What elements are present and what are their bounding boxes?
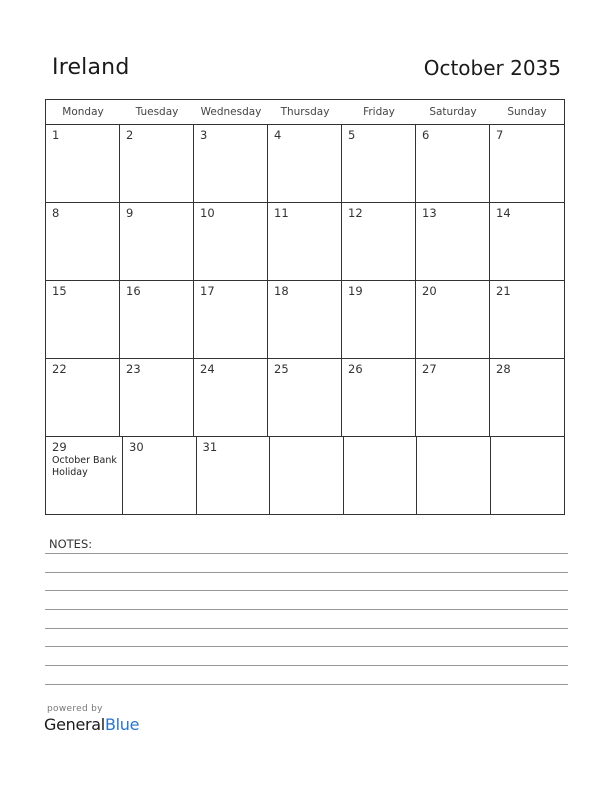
day-cell bbox=[490, 125, 564, 202]
week-row-4 bbox=[46, 359, 564, 437]
day-number: 6 bbox=[422, 128, 430, 142]
day-number: 20 bbox=[422, 284, 437, 298]
day-number: 7 bbox=[496, 128, 504, 142]
day-cell-empty bbox=[270, 437, 344, 514]
powered-by-text: powered by bbox=[47, 704, 103, 714]
notes-label: NOTES: bbox=[49, 537, 93, 551]
day-cell bbox=[120, 359, 194, 436]
weekday-tuesday: Tuesday bbox=[135, 106, 179, 118]
day-number: 31 bbox=[202, 440, 218, 454]
day-cell bbox=[416, 125, 490, 202]
day-number: 30 bbox=[129, 440, 144, 454]
day-cell bbox=[194, 281, 268, 358]
day-number: 14 bbox=[496, 206, 511, 220]
week-row-1 bbox=[46, 125, 564, 203]
day-number: 18 bbox=[274, 284, 289, 298]
day-number: 27 bbox=[422, 362, 437, 376]
brand-name-part1: General bbox=[44, 715, 105, 734]
day-number: 1 bbox=[52, 128, 60, 142]
day-cell bbox=[194, 203, 268, 280]
weekday-wednesday: Wednesday bbox=[200, 106, 262, 118]
day-cell bbox=[120, 125, 194, 202]
day-cell bbox=[268, 125, 342, 202]
day-cell bbox=[268, 359, 342, 436]
day-number: 28 bbox=[496, 362, 511, 376]
notes-line bbox=[45, 646, 568, 647]
day-number: 25 bbox=[274, 362, 289, 376]
day-number: 22 bbox=[52, 362, 67, 376]
holiday-label: October Bank Holiday bbox=[52, 455, 117, 478]
day-cell bbox=[46, 125, 120, 202]
week-row-3 bbox=[46, 281, 564, 359]
day-cell bbox=[416, 203, 490, 280]
day-cell bbox=[490, 203, 564, 280]
day-number: 2 bbox=[126, 128, 134, 142]
day-cell bbox=[490, 281, 564, 358]
day-number: 29 bbox=[52, 440, 67, 454]
day-cell bbox=[46, 359, 120, 436]
day-number: 21 bbox=[496, 284, 511, 298]
day-cell bbox=[268, 281, 342, 358]
day-cell bbox=[120, 203, 194, 280]
day-number: 9 bbox=[126, 206, 134, 220]
day-cell bbox=[490, 359, 564, 436]
month-year-title: October 2035 bbox=[423, 56, 561, 80]
day-number: 26 bbox=[348, 362, 363, 376]
day-cell bbox=[46, 437, 123, 514]
day-number: 19 bbox=[348, 284, 363, 298]
country-title: Ireland bbox=[52, 55, 130, 80]
day-cell bbox=[416, 359, 490, 436]
day-cell bbox=[197, 437, 271, 514]
day-cell bbox=[342, 281, 416, 358]
brand-name bbox=[44, 715, 139, 734]
notes-line bbox=[45, 590, 568, 591]
weekday-friday: Friday bbox=[363, 106, 395, 118]
notes-line bbox=[45, 572, 568, 573]
day-cell bbox=[194, 125, 268, 202]
day-cell bbox=[268, 203, 342, 280]
day-number: 15 bbox=[52, 284, 67, 298]
day-cell-empty bbox=[344, 437, 418, 514]
day-cell-empty bbox=[417, 437, 491, 514]
notes-line bbox=[45, 609, 568, 610]
notes-line bbox=[45, 665, 568, 666]
brand-name-part2: Blue bbox=[104, 715, 140, 734]
day-number: 12 bbox=[348, 206, 363, 220]
day-cell bbox=[123, 437, 197, 514]
notes-line bbox=[45, 684, 568, 685]
weekday-saturday: Saturday bbox=[429, 106, 477, 118]
day-number: 23 bbox=[126, 362, 141, 376]
day-cell bbox=[342, 203, 416, 280]
day-number: 13 bbox=[422, 206, 437, 220]
day-cell bbox=[46, 281, 120, 358]
day-cell bbox=[342, 125, 416, 202]
brand-logo bbox=[44, 704, 139, 734]
week-row-5 bbox=[46, 437, 564, 514]
day-number: 4 bbox=[274, 128, 282, 142]
day-number: 3 bbox=[200, 128, 208, 142]
weekday-thursday: Thursday bbox=[280, 106, 330, 118]
day-number: 16 bbox=[126, 284, 141, 298]
day-cell bbox=[416, 281, 490, 358]
day-cell bbox=[342, 359, 416, 436]
weekday-sunday: Sunday bbox=[507, 106, 547, 118]
week-row-2 bbox=[46, 203, 564, 281]
day-cell bbox=[194, 359, 268, 436]
day-number: 5 bbox=[348, 128, 356, 142]
day-number: 11 bbox=[274, 206, 289, 220]
day-cell-empty bbox=[491, 437, 565, 514]
notes-line bbox=[45, 628, 568, 629]
day-number: 17 bbox=[200, 284, 215, 298]
day-number: 10 bbox=[200, 206, 215, 220]
notes-line bbox=[45, 553, 568, 554]
day-number: 8 bbox=[52, 206, 60, 220]
day-number: 24 bbox=[200, 362, 215, 376]
weekday-monday: Monday bbox=[62, 106, 104, 118]
weekday-header-row bbox=[46, 100, 564, 125]
day-cell bbox=[46, 203, 120, 280]
day-cell bbox=[120, 281, 194, 358]
calendar-grid bbox=[45, 99, 565, 515]
